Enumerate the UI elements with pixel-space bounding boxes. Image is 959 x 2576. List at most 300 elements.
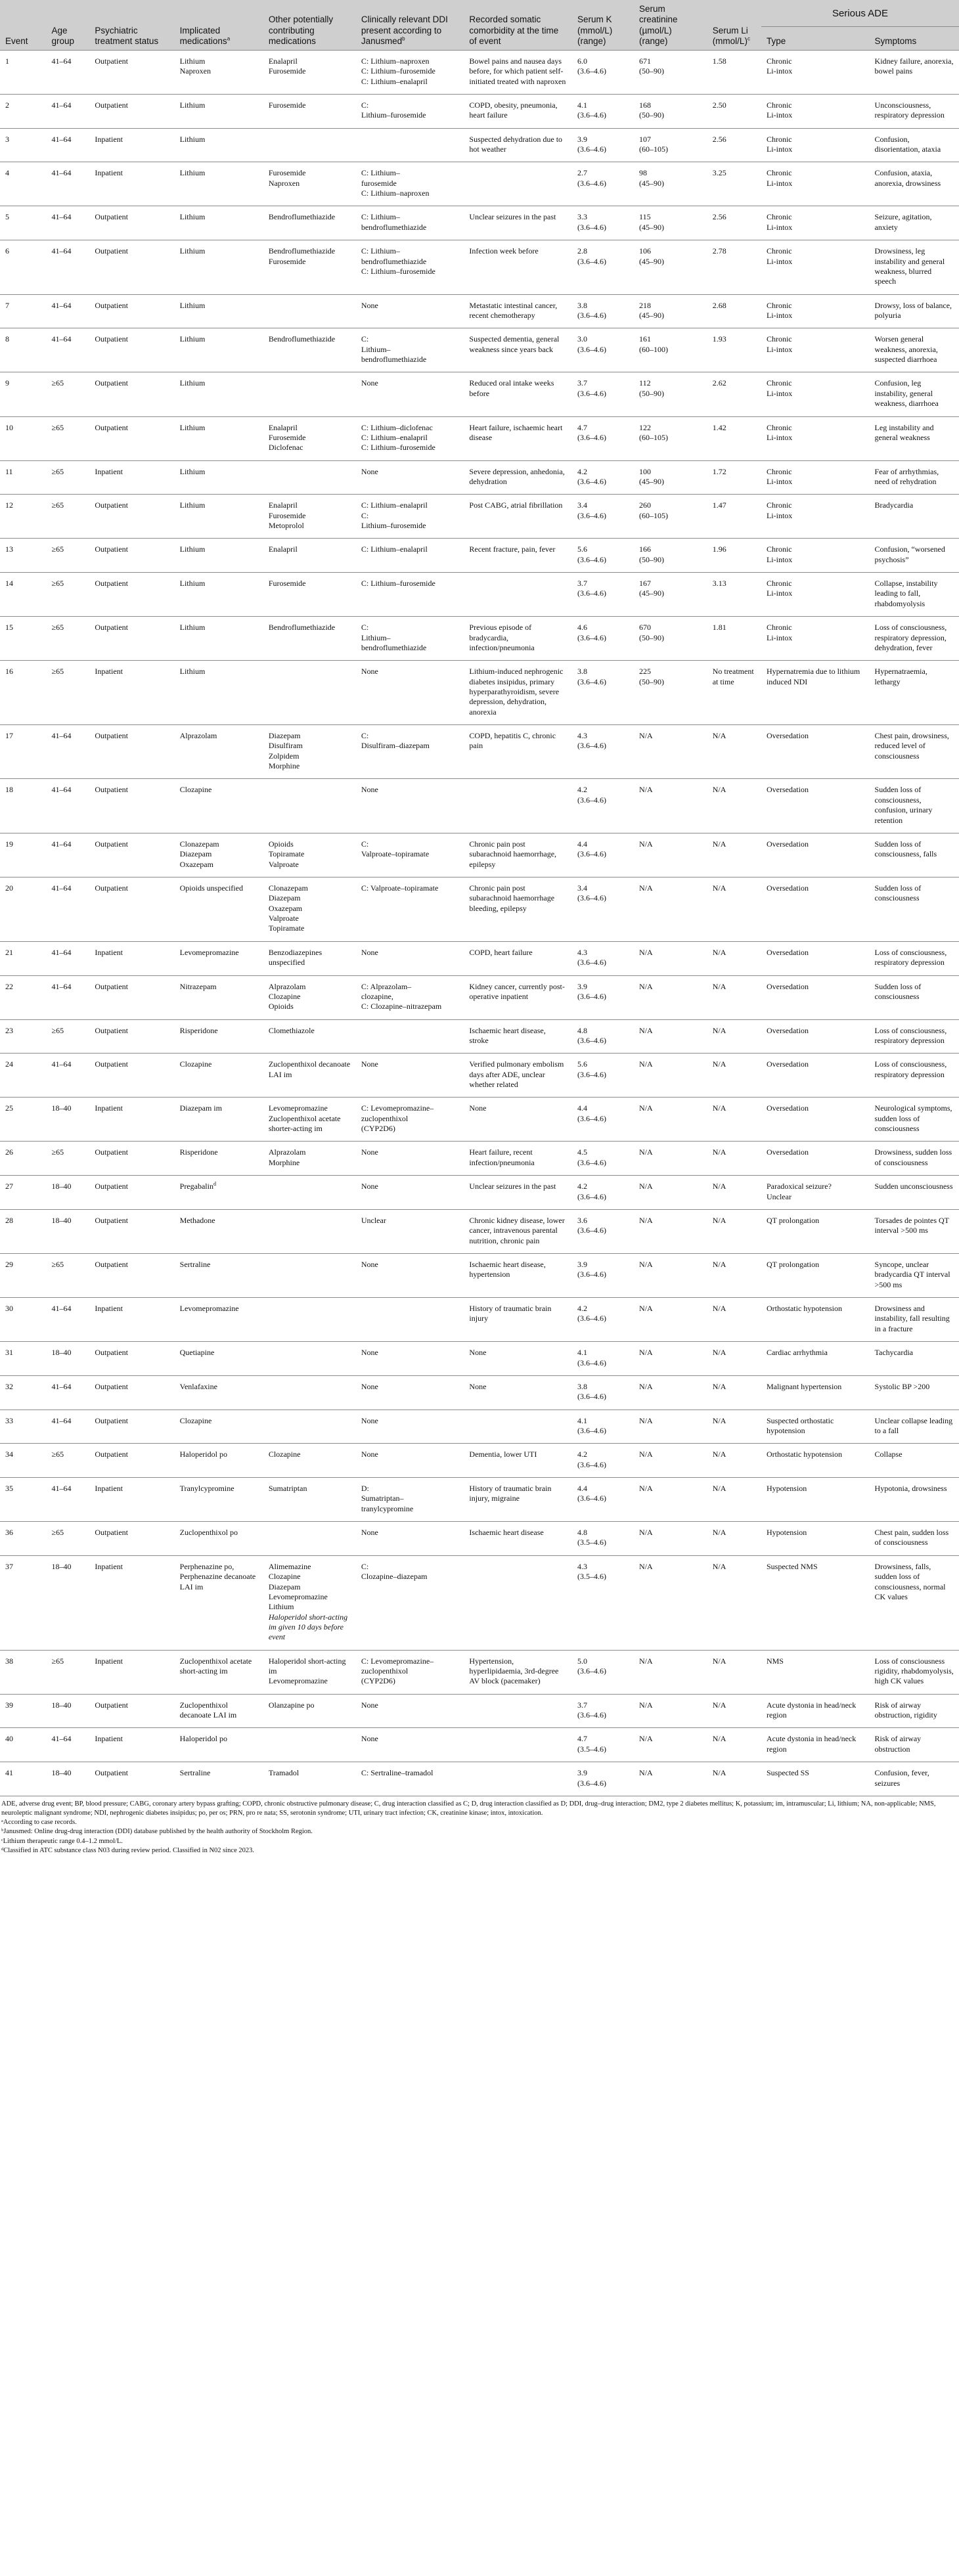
cell-text: N/A [712, 947, 726, 957]
age-group-cell [47, 1342, 90, 1376]
cell-line: C: [361, 1561, 369, 1571]
cell-line: clozapine, [361, 991, 393, 1001]
serum-k-cell [572, 372, 634, 416]
event-cell [0, 162, 47, 206]
cell-line: Lithium [179, 168, 206, 178]
ade-type-cell [761, 1762, 870, 1796]
cell-line: Lithium–furosemide [361, 521, 426, 531]
other-medications-cell [263, 1342, 356, 1376]
cell-line: (45–90) [639, 256, 665, 266]
cell-text: Sudden loss of consciousness, falls [874, 839, 937, 859]
cell-text: Chest pain, sudden loss of consciousness [874, 1528, 949, 1547]
psych-status-cell [89, 1054, 174, 1098]
cell-line: (3.6–4.6) [577, 554, 606, 564]
cell-line: N/A [639, 1700, 653, 1710]
cell-line: None [361, 300, 378, 310]
cell-text: Neurological symptoms, sudden loss of consciousness [874, 1103, 952, 1134]
cell-text: Loss of consciousness, respiratory depression [874, 947, 947, 967]
implicated-medications-cell [175, 1410, 263, 1444]
age-group-cell [47, 328, 90, 372]
other-medications-cell [263, 1762, 356, 1796]
cell-line: Lithium [179, 378, 206, 388]
cell-text: Heart failure, recent infection/pneumonia [469, 1147, 535, 1167]
cell-line: C: Lithium–furosemide [361, 266, 435, 276]
cell-text: 26 [5, 1147, 13, 1157]
cell-text: 1.58 [712, 56, 726, 66]
cell-line: 2.7 [577, 168, 587, 178]
symptoms-cell [870, 94, 959, 128]
ddi-cell [356, 1650, 464, 1694]
cell-line: N/A [639, 947, 653, 957]
cell-line: (3.6–4.6) [577, 1191, 606, 1201]
cell-text: Drowsiness, sudden loss of consciousness [874, 1147, 952, 1167]
symptoms-cell [870, 1650, 959, 1694]
age-group-cell [47, 617, 90, 661]
cell-line: (3.5–4.6) [577, 1572, 606, 1582]
event-cell [0, 1098, 47, 1142]
cell-line: 5.6 [577, 1059, 587, 1069]
serum-li-cell [707, 1478, 761, 1522]
cell-line: Sertraline [179, 1768, 211, 1778]
cell-line: Clonazepam [179, 839, 219, 849]
ade-type-cell [761, 1728, 870, 1762]
cell-text: Dementia, lower UTI [469, 1450, 537, 1459]
cell-line: C: Lithium– [361, 212, 400, 222]
age-group-cell [47, 833, 90, 877]
cell-line: (45–90) [639, 222, 665, 232]
cell-line: Valproate [268, 859, 299, 869]
cell-text: Confusion, disorientation, ataxia [874, 134, 941, 154]
cell-text: 8 [5, 334, 9, 344]
comorbidity-cell [464, 240, 572, 294]
symptoms-cell [870, 1253, 959, 1297]
cell-line: Zuclopenthixol po [179, 1528, 238, 1538]
implicated-medications-cell [175, 573, 263, 617]
serum-creatinine-cell [634, 1650, 707, 1694]
cell-text: 17 [5, 731, 13, 741]
cell-line: 3.0 [577, 334, 587, 344]
implicated-medications-cell [175, 372, 263, 416]
cell-line: (3.6–4.6) [577, 110, 606, 120]
serum-li-cell [707, 661, 761, 725]
serum-creatinine-cell [634, 1444, 707, 1478]
serum-li-cell [707, 1253, 761, 1297]
ade-type-cell [761, 1555, 870, 1650]
serum-k-cell [572, 833, 634, 877]
serum-li-cell [707, 1762, 761, 1796]
cell-line: N/A [639, 1348, 653, 1358]
serum-k-cell [572, 1762, 634, 1796]
cell-text: ≥65 [51, 422, 64, 432]
cell-line: (3.6–4.6) [577, 1069, 606, 1079]
ade-type-cell [761, 94, 870, 128]
cell-text: 41–64 [51, 168, 72, 178]
table-row [0, 1209, 959, 1253]
comorbidity-cell [464, 460, 572, 495]
cell-line: Oversedation [766, 1059, 809, 1069]
cell-line: Oversedation [766, 731, 809, 741]
ade-type-cell [761, 372, 870, 416]
implicated-medications-cell [175, 162, 263, 206]
serum-k-cell [572, 1098, 634, 1142]
table-row [0, 539, 959, 573]
cell-line: Diazepam [268, 893, 301, 903]
implicated-medications-cell [175, 1650, 263, 1694]
other-medications-cell [263, 779, 356, 833]
event-cell [0, 1478, 47, 1522]
serum-li-cell [707, 1176, 761, 1210]
cell-line: (3.6–4.6) [577, 1392, 606, 1402]
cell-line: Zuclopenthixol acetate shorter-acting im [268, 1113, 341, 1134]
cell-line: Zolpidem [268, 751, 300, 761]
ade-type-cell [761, 416, 870, 460]
cell-line: Perphenazine decanoate LAI im [179, 1572, 256, 1591]
cell-line: Enalapril [268, 544, 298, 554]
cell-line: Levomepromazine [268, 1103, 328, 1113]
ade-type-cell [761, 1694, 870, 1728]
age-group-cell [47, 162, 90, 206]
cell-line: Tranylcypromine [179, 1484, 234, 1494]
other-medications-cell [263, 1098, 356, 1142]
cell-line: C: Sertraline–tramadol [361, 1768, 434, 1778]
symptoms-cell [870, 1762, 959, 1796]
cell-text: Outpatient [95, 56, 128, 66]
cell-line: None [361, 466, 378, 476]
cell-text: Bowel pains and nausea days before, for which patient self-initiated treated with naproxen [469, 56, 566, 86]
serum-creatinine-cell [634, 50, 707, 94]
serum-creatinine-cell [634, 1478, 707, 1522]
symptoms-cell [870, 877, 959, 942]
event-cell [0, 1555, 47, 1650]
cell-text: 41–64 [51, 1415, 72, 1425]
cell-text: N/A [712, 1561, 726, 1571]
table-row [0, 1478, 959, 1522]
cell-line: (3.6–4.6) [577, 66, 606, 76]
cell-text: Ischaemic heart disease [469, 1528, 544, 1538]
cell-line: Disulfiram [268, 741, 303, 751]
cell-line: Chronic [766, 544, 792, 554]
ddi-cell [356, 416, 464, 460]
table-row [0, 1375, 959, 1410]
cell-text: Sudden loss of consciousness [874, 883, 922, 903]
cell-line: (3.6–4.6) [577, 178, 606, 188]
cell-text: Sudden loss of consciousness [874, 981, 922, 1001]
cell-text: ≥65 [51, 1450, 64, 1459]
cell-line: 3.6 [577, 1215, 587, 1225]
event-cell [0, 941, 47, 975]
serum-k-cell [572, 573, 634, 617]
other-medications-cell [263, 495, 356, 539]
cell-line: Diazepam [268, 731, 301, 741]
cell-line: Lithium [179, 134, 206, 144]
cell-line: Oversedation [766, 883, 809, 893]
cell-line: 4.8 [577, 1025, 587, 1035]
cell-line: Opioids [268, 839, 294, 849]
ddi-cell [356, 1694, 464, 1728]
cell-line: None [361, 1700, 378, 1710]
table-row [0, 1694, 959, 1728]
serum-k-cell [572, 128, 634, 162]
psych-status-cell [89, 1253, 174, 1297]
cell-line: N/A [639, 839, 653, 849]
cell-text: Outpatient [95, 1182, 128, 1191]
implicated-medications-cell [175, 206, 263, 240]
event-cell [0, 1410, 47, 1444]
cell-line: Li-intox [766, 222, 793, 232]
cell-text: 3.25 [712, 168, 726, 178]
ade-type-cell [761, 573, 870, 617]
cell-line: Clozapine [179, 785, 212, 795]
cell-line: Li-intox [766, 310, 793, 320]
cell-text: 37 [5, 1561, 13, 1571]
serum-k-cell [572, 1694, 634, 1728]
symptoms-cell [870, 1555, 959, 1650]
cell-text: Inpatient [95, 1484, 123, 1494]
cell-line: Alprazolam [268, 981, 306, 991]
header-type: Type [761, 27, 870, 51]
cell-text: 18–40 [51, 1700, 72, 1710]
symptoms-cell [870, 128, 959, 162]
cell-text: 2 [5, 100, 9, 110]
cell-text: N/A [712, 1415, 726, 1425]
cell-text: Unclear seizures in the past [469, 212, 556, 222]
cell-text: 41–64 [51, 883, 72, 893]
cell-line: Lithium– [361, 633, 391, 642]
cell-line: 3.8 [577, 300, 587, 310]
footnote-c: ᶜLithium therapeutic range 0.4–1.2 mmol/L. [1, 1837, 123, 1845]
cell-line: None [361, 667, 378, 677]
implicated-medications-cell [175, 328, 263, 372]
ade-type-cell [761, 725, 870, 779]
cell-text: Post CABG, atrial fibrillation [469, 500, 563, 510]
ade-type-cell [761, 1019, 870, 1054]
cell-text: ≥65 [51, 378, 64, 388]
ddi-cell [356, 162, 464, 206]
other-medications-cell [263, 1142, 356, 1176]
comorbidity-cell [464, 50, 572, 94]
cell-line: D: [361, 1484, 369, 1494]
ade-type-cell [761, 495, 870, 539]
cell-text: Outpatient [95, 731, 128, 741]
serum-creatinine-cell [634, 1375, 707, 1410]
serum-li-cell [707, 1555, 761, 1650]
cell-line: Metoprolol [268, 521, 304, 531]
cell-line: 4.2 [577, 466, 587, 476]
serum-creatinine-cell [634, 128, 707, 162]
cell-line: None [361, 1528, 378, 1538]
cell-line: (50–90) [639, 554, 665, 564]
cell-line: (3.6–4.6) [577, 588, 606, 598]
cell-line: bendroflumethiazide [361, 256, 427, 266]
cell-line: Levomepromazine [268, 1591, 328, 1601]
other-medications-cell [263, 1410, 356, 1444]
symptoms-cell [870, 725, 959, 779]
event-cell [0, 1728, 47, 1762]
cell-line: Oxazepam [179, 859, 213, 869]
serum-li-cell [707, 1694, 761, 1728]
ade-type-cell [761, 1054, 870, 1098]
cell-text: 2.68 [712, 300, 726, 310]
cell-text: 41–64 [51, 731, 72, 741]
cell-text: Tachycardia [874, 1348, 913, 1358]
cell-line: Unclear [766, 1191, 792, 1201]
cell-line: Furosemide [268, 579, 306, 588]
cell-line: Orthostatic hypotension [766, 1304, 842, 1314]
cell-line: Li-intox [766, 344, 793, 354]
event-cell [0, 240, 47, 294]
ade-type-cell [761, 206, 870, 240]
table-row [0, 1176, 959, 1210]
cell-text: N/A [712, 1215, 726, 1225]
cell-line: Clonazepam [268, 883, 308, 893]
cell-text: N/A [712, 1259, 726, 1269]
cell-line: Acute dystonia in head/neck region [766, 1734, 857, 1754]
ddi-cell [356, 1478, 464, 1522]
ddi-cell [356, 294, 464, 328]
cell-text: 9 [5, 378, 9, 388]
psych-status-cell [89, 975, 174, 1019]
cell-text: ≥65 [51, 1147, 64, 1157]
serum-creatinine-cell [634, 1298, 707, 1342]
other-medications-cell [263, 50, 356, 94]
ddi-cell [356, 779, 464, 833]
cell-line: (45–90) [639, 476, 665, 486]
cell-line: (50–90) [639, 66, 665, 76]
cell-line: C: Alprazolam– [361, 981, 412, 991]
other-medications-cell [263, 941, 356, 975]
age-group-cell [47, 877, 90, 942]
cell-text: Collapse, instability leading to fall, rhabdomyolysis [874, 579, 938, 608]
cell-line: Clomethiazole [268, 1025, 315, 1035]
psych-status-cell [89, 1019, 174, 1054]
ade-type-cell [761, 877, 870, 942]
cell-text: 40 [5, 1734, 13, 1744]
cell-line: N/A [639, 981, 653, 991]
cell-text: N/A [712, 981, 726, 991]
psych-status-cell [89, 1555, 174, 1650]
cell-line: Lithium [179, 334, 206, 344]
comorbidity-cell [464, 162, 572, 206]
ade-type-cell [761, 941, 870, 975]
implicated-medications-cell [175, 1209, 263, 1253]
cell-line: (3.5–4.6) [577, 1538, 606, 1547]
cell-text: Loss of consciousness, respiratory depression [874, 1059, 947, 1079]
table-row [0, 1762, 959, 1796]
ddi-cell [356, 1410, 464, 1444]
cell-line: Li-intox [766, 476, 793, 486]
table-row [0, 1342, 959, 1376]
cell-line: Chronic [766, 623, 792, 633]
event-cell [0, 1019, 47, 1054]
cell-line: 122 [639, 422, 652, 432]
ddi-cell [356, 94, 464, 128]
serum-li-cell [707, 206, 761, 240]
cell-line: Furosemide [268, 100, 306, 110]
other-medications-cell [263, 1375, 356, 1410]
cell-text: Outpatient [95, 1381, 128, 1391]
cell-line: Lithium [179, 246, 206, 256]
serum-li-cell [707, 1375, 761, 1410]
psych-status-cell [89, 1410, 174, 1444]
ade-type-cell [761, 460, 870, 495]
comorbidity-cell [464, 941, 572, 975]
serum-k-cell [572, 1176, 634, 1210]
ddi-cell [356, 573, 464, 617]
cell-text: Hypernatraemia, lethargy [874, 667, 927, 686]
cell-text: Inpatient [95, 134, 123, 144]
symptoms-cell [870, 617, 959, 661]
ddi-cell [356, 1728, 464, 1762]
cell-text: 1.47 [712, 500, 726, 510]
cell-line: 260 [639, 500, 652, 510]
footnote-d: ᵈClassified in ATC substance class N03 during review period. Classified in N02 since 2023. [1, 1846, 254, 1854]
other-medications-cell [263, 1019, 356, 1054]
cell-text: ≥65 [51, 500, 64, 510]
serum-k-cell [572, 975, 634, 1019]
cell-line: None [361, 1059, 378, 1069]
comorbidity-cell [464, 725, 572, 779]
cell-text: Drowsiness, falls, sudden loss of consciousness, normal CK values [874, 1561, 946, 1601]
serum-k-cell [572, 1444, 634, 1478]
cell-line: 3.9 [577, 1768, 587, 1778]
table-row [0, 416, 959, 460]
ade-type-cell [761, 1098, 870, 1142]
cell-text: N/A [712, 1656, 726, 1666]
cell-text: 41–64 [51, 947, 72, 957]
cell-line: bendroflumethiazide [361, 222, 427, 232]
cell-line: C: Clozapine–nitrazepam [361, 1002, 442, 1011]
table-row [0, 495, 959, 539]
cell-line: C: Levomepromazine– [361, 1103, 434, 1113]
ade-type-cell [761, 1410, 870, 1444]
cell-text: Outpatient [95, 500, 128, 510]
psych-status-cell [89, 779, 174, 833]
cell-text: 19 [5, 839, 13, 849]
cell-text: Reduced oral intake weeks before [469, 378, 554, 398]
cell-line-italic: Haloperidol short-acting im given 10 days before event [268, 1612, 348, 1642]
cell-text: Hypertension, hyperlipidaemia, 3rd-degree AV block (pacemaker) [469, 1656, 559, 1686]
other-medications-cell [263, 416, 356, 460]
serum-li-cell [707, 725, 761, 779]
cell-line: 4.6 [577, 623, 587, 633]
cell-text: Outpatient [95, 1768, 128, 1778]
implicated-medications-cell [175, 240, 263, 294]
cell-text: 41–64 [51, 1059, 72, 1069]
serum-creatinine-cell [634, 1209, 707, 1253]
event-cell [0, 1375, 47, 1410]
implicated-medications-cell [175, 294, 263, 328]
cell-line: N/A [639, 1768, 653, 1778]
serum-creatinine-cell [634, 1019, 707, 1054]
cell-line: N/A [639, 1259, 653, 1269]
cell-line: 167 [639, 579, 652, 588]
other-medications-cell [263, 661, 356, 725]
implicated-medications-cell [175, 877, 263, 942]
serum-creatinine-cell [634, 661, 707, 725]
cell-line: Naproxen [268, 178, 300, 188]
cell-text: ≥65 [51, 1259, 64, 1269]
cell-line: Oversedation [766, 785, 809, 795]
ddi-cell [356, 1142, 464, 1176]
event-cell [0, 1176, 47, 1210]
cell-line: N/A [639, 1059, 653, 1069]
implicated-medications-cell [175, 50, 263, 94]
serum-creatinine-cell [634, 416, 707, 460]
cell-line: 2.8 [577, 246, 587, 256]
serum-k-cell [572, 779, 634, 833]
cell-line: Lithium [179, 466, 206, 476]
cell-line: Chronic [766, 168, 792, 178]
